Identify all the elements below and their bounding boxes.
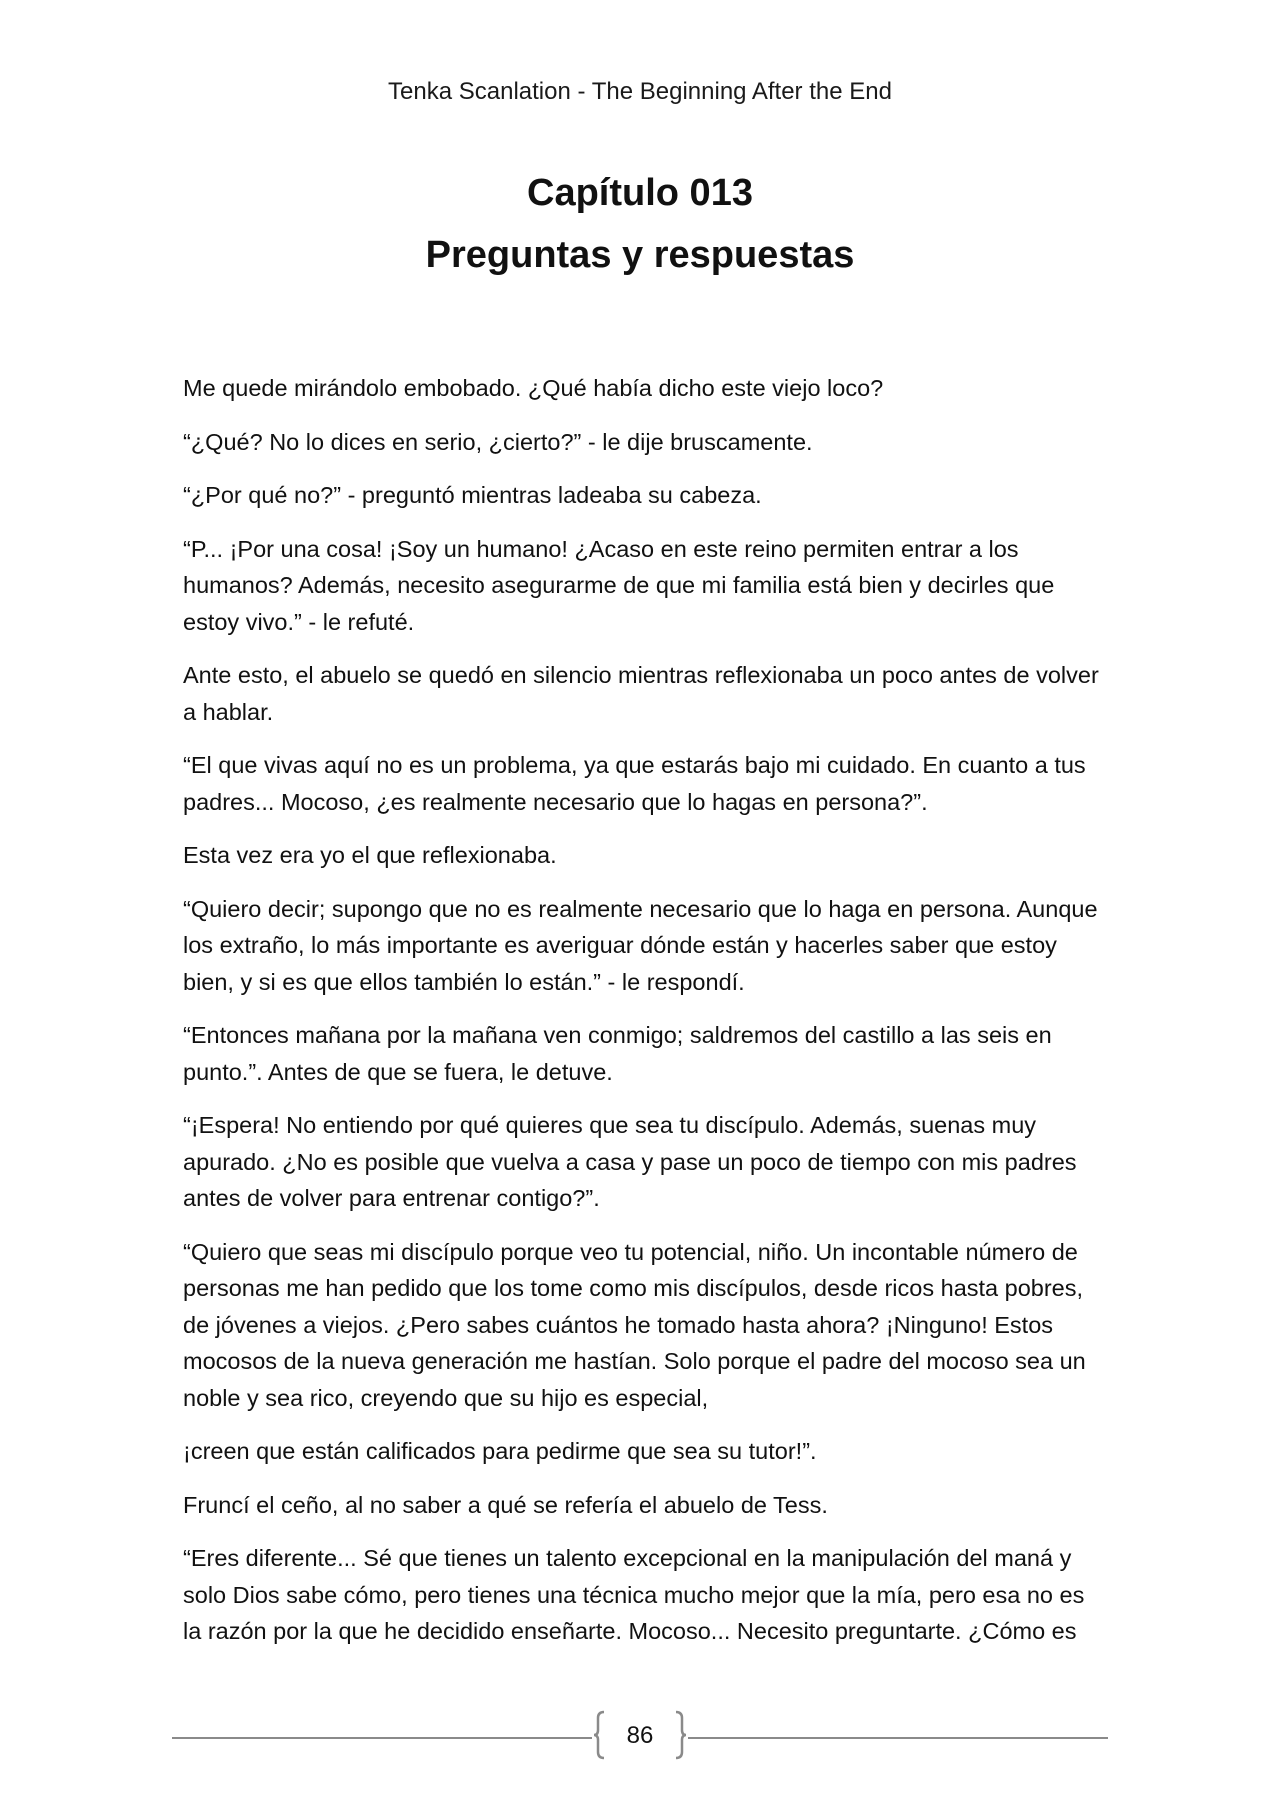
paragraph: ¡creen que están calificados para pedirme que sea su tutor!”. <box>183 1438 817 1464</box>
paragraph: “¡Espera! No entiendo por qué quieres que sea tu discípulo. Además, suenas muy apurado. ¿No es posible que vuelva a casa y pase un poco de tiempo con mis padres antes de volver para entrenar contigo?”. <box>183 1112 1077 1211</box>
paragraph: “¿Por qué no?” - preguntó mientras ladeaba su cabeza. <box>183 482 762 508</box>
page-footer <box>172 1710 1108 1764</box>
running-header: Tenka Scanlation - The Beginning After the End <box>388 78 892 105</box>
footer-rule-right <box>688 1737 1108 1739</box>
right-brace-icon <box>675 1710 687 1760</box>
chapter-body <box>183 370 1103 1667</box>
page-number: 86 <box>626 1722 654 1749</box>
paragraph: “Quiero que seas mi discípulo porque veo tu potencial, niño. Un incontable número de personas me han pedido que los tome como mis discípulos, desde ricos hasta pobres, de jóvenes a viejos. ¿Pero sabes cuántos he tomado hasta ahora? ¡Ninguno! Estos mocosos de la nueva generación me hastían. Solo porque el padre del mocoso sea un noble y sea rico, creyendo que su hijo es especial, <box>183 1238 1086 1411</box>
paragraph: “Quiero decir; supongo que no es realmente necesario que lo haga en persona. Aunque los extraño, lo más importante es averiguar dónde están y hacerles saber que estoy bien, y si es que ellos también lo están.” - le respondí. <box>183 895 1098 995</box>
paragraph: “El que vivas aquí no es un problema, ya que estarás bajo mi cuidado. En cuanto a tus padres... Mocoso, ¿es realmente necesario que lo hagas en persona?”. <box>183 752 1086 815</box>
paragraph: “¿Qué? No lo dices en serio, ¿cierto?” - le dije bruscamente. <box>183 428 813 455</box>
chapter-title: Preguntas y respuestas <box>425 234 855 276</box>
paragraph: “Eres diferente... Sé que tienes un talento excepcional en la manipulación del maná y solo Dios sabe cómo, pero tienes una técnica mucho mejor que la mía, pero esa no es la razón por la que he decidido enseñarte. Mocoso... Necesito preguntarte. ¿Cómo es <box>183 1545 1085 1644</box>
paragraph: “Entonces mañana por la mañana ven conmigo; saldremos del castillo a las seis en punto.”. Antes de que se fuera, le detuve. <box>183 1022 1052 1085</box>
paragraph: “P... ¡Por una cosa! ¡Soy un humano! ¿Acaso en este reino permiten entrar a los humanos? Además, necesito asegurarme de que mi familia está bien y decirles que estoy vivo.” - le refuté. <box>183 535 1055 635</box>
paragraph: Me quede mirándolo embobado. ¿Qué había dicho este viejo loco? <box>183 375 884 401</box>
paragraph: Esta vez era yo el que reflexionaba. <box>183 842 557 868</box>
paragraph: Ante esto, el abuelo se quedó en silencio mientras reflexionaba un poco antes de volver a hablar. <box>183 662 1099 725</box>
paragraph: Fruncí el ceño, al no saber a qué se refería el abuelo de Tess. <box>183 1491 828 1518</box>
chapter-heading <box>0 162 1280 286</box>
chapter-number: Capítulo 013 <box>527 172 753 214</box>
